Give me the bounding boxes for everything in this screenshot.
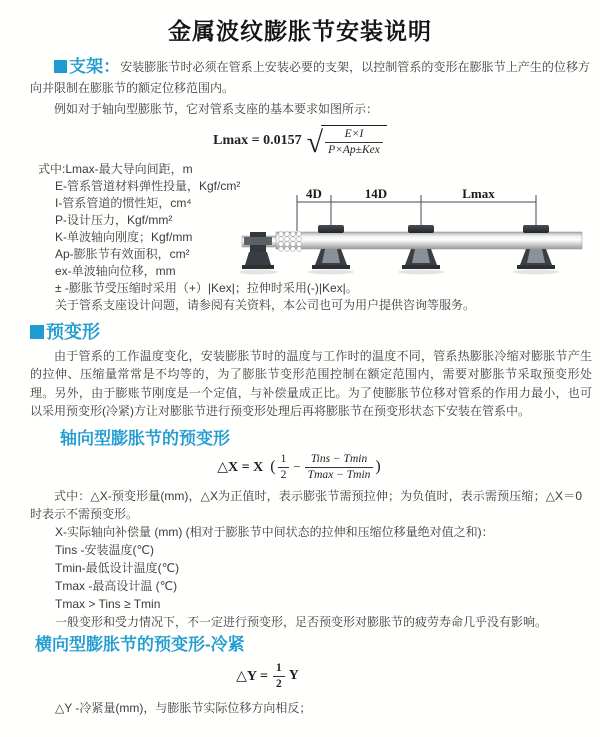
definition-line: Ap-膨胀节有效面积，cm²	[55, 246, 190, 261]
section-marker-square-icon	[30, 325, 44, 339]
open-paren: (	[270, 458, 276, 476]
lmax-formula-numerator: E×I	[325, 127, 383, 143]
sqrt-radical	[307, 125, 387, 158]
page-title: 金属波纹膨胀节安装说明	[168, 18, 432, 44]
lateral-formula-rhs: Y	[288, 668, 299, 684]
support-intro-paragraph	[30, 56, 590, 99]
predeform-header-label: 预变形	[46, 321, 100, 342]
minus-operator: −	[293, 459, 301, 475]
temp-frac-denominator: Tmax − Tmin	[307, 468, 371, 481]
dim-label-4d: 4D	[306, 186, 322, 201]
definition-line: 式中:Lmax-最大导向间距，m	[38, 161, 193, 176]
note-line: Tmin-最低设计温度(℃)	[55, 560, 180, 575]
axial-notes-list	[30, 487, 590, 631]
axial-formula-lhs: △X = X	[217, 459, 264, 475]
definition-line: I-管系管道的惯性矩，cm⁴	[55, 195, 192, 210]
half-numerator: 1	[278, 452, 290, 468]
pipe-support-drawing	[240, 188, 596, 292]
half-denominator: 2	[280, 468, 287, 481]
lmax-formula-denominator: P×Ap±Kex	[328, 143, 380, 156]
lateral-half-numerator: 1	[273, 661, 285, 677]
definition-line: K-单波轴向刚度；Kgf/mm	[55, 229, 193, 244]
lateral-half-denominator: 2	[275, 677, 282, 690]
lateral-note-block	[30, 699, 590, 717]
definition-line: P-设计压力，Kgf/mm²	[55, 212, 173, 227]
section-marker-square-icon	[54, 60, 67, 73]
consult-line: 关于管系支座设计问题，请参阅有关资料，本公司也可为用户提供咨询等服务。	[55, 297, 476, 312]
predeform-paragraph: 由于管系的工作温度变化，安装膨胀节时的温度与工作时的温度不同，管系热膨胀冷缩对膨胀节产生的拉伸、压缩量常常是不均等的，为了膨胀节变形范围控制在额定范围内，需要对膨胀节采取预变形处理。另外，由于膨账节刚度是一个定值，与补偿量成正比。为了使膨胀节位移对管系的作用力最小，也可以采用预变形(冷紧)方让对膨胀节进行预变形处理后再将膨胀节在预变形状态下安装在管系中。	[30, 348, 592, 419]
temp-frac-numerator: Tins − Tmin	[305, 452, 374, 468]
lmax-formula-lhs: Lmax = 0.0157	[213, 133, 302, 149]
note-line: Tins -安装温度(℃)	[55, 542, 155, 557]
support-intro-text: 安装膨胀节时必须在管系上安装必要的支架，以控制管系的变形在膨胀节上产生的位移方向并限制在膨胀节的额定位移范围内。	[30, 60, 591, 95]
lateral-formula-lhs: △Y =	[236, 668, 268, 684]
note-line: Tmax -最高设计温 (℃)	[55, 578, 178, 593]
note-line: Tmax > Tins ≥ Tmin	[55, 596, 161, 611]
support-example-line: 例如对于轴向型膨胀节，它对管系支座的基本要求如图所示：	[54, 102, 379, 116]
dim-label-lmax: Lmax	[462, 186, 495, 201]
note-line: 一般变形和受力情况下，不一定进行预变形，足否预变形对膨胀节的疲劳寿命几乎没有影响。	[55, 614, 548, 629]
close-paren: )	[375, 458, 381, 476]
pipe-support-diagram	[240, 188, 596, 292]
sqrt-sign-glyph: √	[306, 125, 324, 159]
lmax-formula	[0, 125, 600, 158]
support-section-header	[54, 57, 120, 76]
lateral-formula	[0, 661, 540, 692]
note-line: △Y -冷紧量(mm)，与膨胀节实际位移方向相反；	[55, 700, 312, 715]
definition-line: E-管系管道材料弹性投量，Kgf/cm²	[55, 178, 241, 193]
lateral-subsection-title: 横向型膨胀节的预变形-冷紧	[35, 634, 245, 654]
axial-subsection-title: 轴向型膨胀节的预变形	[60, 428, 230, 448]
definition-line: ± -膨胀节受压缩时采用（+）|Kex|；拉伸时采用(-)|Kex|。	[55, 280, 358, 295]
support-header-label: 支架：	[69, 57, 121, 76]
axial-formula	[0, 452, 600, 483]
note-line: X-实际轴向补偿量 (mm) (相对于膨胀节中间状态的拉伸和压缩位移量绝对值之和)：	[55, 524, 494, 539]
note-line: 式中：△X-预变形量(mm)，△X为正值时，表示膨张节需预拉伸；为负值时，表示需预压缩；△X＝0时表示不需预变形。	[30, 488, 582, 521]
dim-label-14d: 14D	[364, 186, 388, 201]
definition-line: ex-单波轴向位移，mm	[55, 263, 176, 278]
predeform-section-header	[30, 322, 600, 342]
